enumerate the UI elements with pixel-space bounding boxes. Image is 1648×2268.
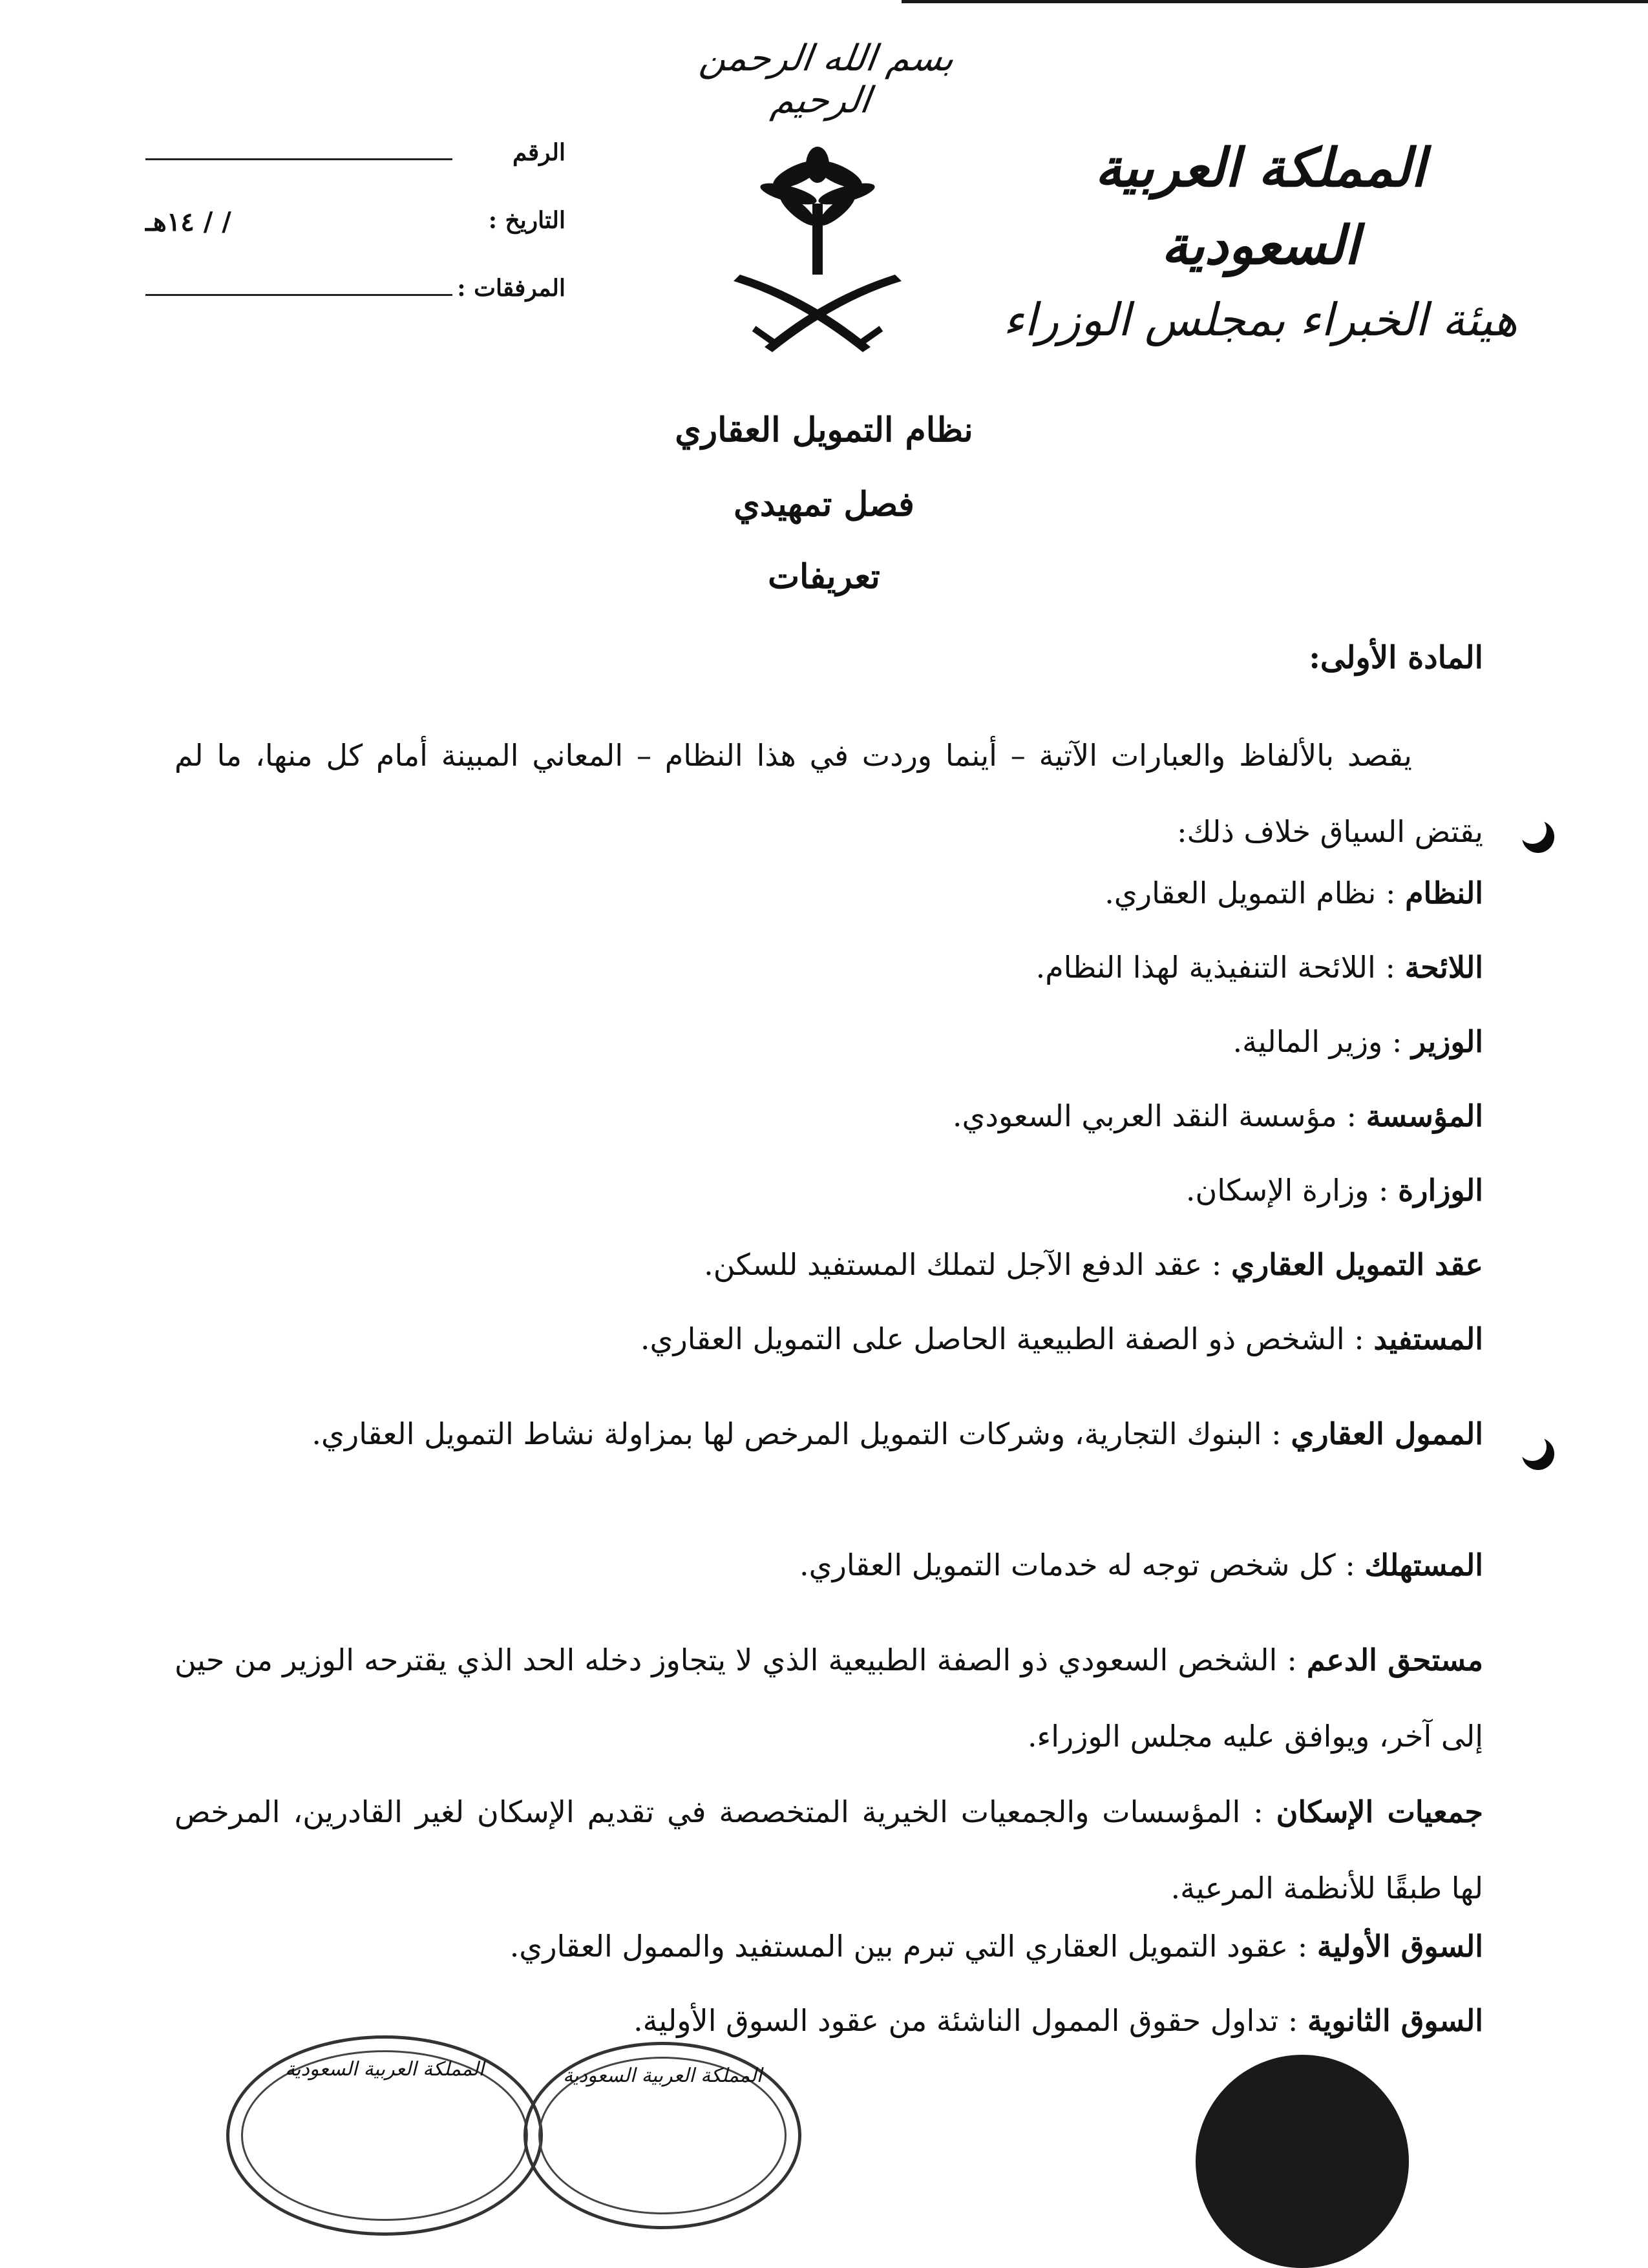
official-stamp-left bbox=[226, 2035, 543, 2236]
definition-text: اللائحة التنفيذية لهذا النظام. bbox=[1035, 950, 1376, 985]
definition-term: المؤسسة bbox=[1366, 1098, 1483, 1133]
definition-term: السوق الأولية bbox=[1316, 1929, 1483, 1964]
letter-meta-fields bbox=[139, 139, 565, 342]
dark-seal bbox=[1196, 2055, 1409, 2268]
basmala: بسم الله الرحمن الرحيم bbox=[697, 37, 957, 121]
chapter-title: فصل تمهيدي bbox=[734, 485, 914, 524]
punch-hole-top bbox=[1522, 821, 1554, 853]
definition-term: مستحق الدعم bbox=[1306, 1643, 1483, 1677]
definition-text: عقود التمويل العقاري التي تبرم بين المستفيد والممول العقاري. bbox=[509, 1929, 1289, 1964]
system-title: نظام التمويل العقاري bbox=[675, 410, 973, 450]
definition-row: النظام : نظام التمويل العقاري. bbox=[1104, 876, 1483, 910]
date-row bbox=[139, 207, 565, 275]
definition-text: البنوك التجارية، وشركات التمويل المرخص لها بمزاولة نشاط التمويل العقاري. bbox=[312, 1416, 1262, 1451]
definition-row: المستهلك : كل شخص توجه له خدمات التمويل العقاري. bbox=[799, 1548, 1483, 1582]
definition-row: جمعيات الإسكان : المؤسسات والجمعيات الخيرية المتخصصة في تقديم الإسكان لغير القادرين، المرخص لها طبقًا للأنظمة المرعية. bbox=[174, 1794, 1483, 1906]
attachments-line bbox=[145, 294, 452, 296]
attachments-row bbox=[139, 275, 565, 342]
kingdom-name: المملكة العربية السعودية bbox=[1095, 137, 1426, 277]
definition-term: الوزير bbox=[1411, 1024, 1483, 1059]
stamp-text: المملكة العربية السعودية bbox=[285, 2058, 484, 2081]
section-title: تعريفات bbox=[768, 557, 880, 596]
definition-text: تداول حقوق الممول الناشئة من عقود السوق الأولية. bbox=[633, 2003, 1279, 2038]
reference-number-row bbox=[139, 139, 565, 207]
definition-text: الشخص السعودي ذو الصفة الطبيعية الذي لا يتجاوز دخله الحد الذي يقترحه الوزير من حين إلى آخر، ويوافق عليه مجلس الوزراء. bbox=[174, 1643, 1483, 1754]
definition-text: مؤسسة النقد العربي السعودي. bbox=[952, 1098, 1337, 1133]
authority-name: هيئة الخبراء بمجلس الوزراء bbox=[1003, 293, 1517, 346]
stamp-text: المملكة العربية السعودية bbox=[563, 2064, 762, 2087]
definition-text: وزارة الإسكان. bbox=[1185, 1173, 1369, 1208]
punch-hole-bottom bbox=[1522, 1438, 1554, 1470]
definition-row: المستفيد : الشخص ذو الصفة الطبيعية الحاصل على التمويل العقاري. bbox=[640, 1321, 1483, 1356]
palm-swords-emblem-icon bbox=[721, 139, 914, 359]
definition-row: الوزير : وزير المالية. bbox=[1232, 1024, 1483, 1059]
definition-row: السوق الثانوية : تداول حقوق الممول الناشئة من عقود السوق الأولية. bbox=[633, 2003, 1483, 2038]
definition-row: السوق الأولية : عقود التمويل العقاري التي تبرم بين المستفيد والممول العقاري. bbox=[509, 1929, 1483, 1964]
definition-term: عقد التمويل العقاري bbox=[1231, 1247, 1483, 1282]
definition-row: مستحق الدعم : الشخص السعودي ذو الصفة الطبيعية الذي لا يتجاوز دخله الحد الذي يقترحه الوزير من حين إلى آخر، ويوافق عليه مجلس الوزراء. bbox=[174, 1643, 1483, 1754]
official-stamp-middle bbox=[523, 2042, 801, 2229]
definition-row: عقد التمويل العقاري : عقد الدفع الآجل لتملك المستفيد للسكن. bbox=[704, 1247, 1483, 1282]
definition-term: الممول العقاري bbox=[1291, 1416, 1483, 1451]
definition-text: وزير المالية. bbox=[1232, 1024, 1383, 1059]
article-intro: يقصد بالألفاظ والعبارات الآتية – أينما وردت في هذا النظام – المعاني المبينة أمام كل منها، ما لم يقتض السياق خلاف ذلك: bbox=[174, 738, 1483, 849]
top-border-line bbox=[902, 0, 1648, 3]
definition-text: عقد الدفع الآجل لتملك المستفيد للسكن. bbox=[704, 1247, 1203, 1282]
definition-row: اللائحة : اللائحة التنفيذية لهذا النظام. bbox=[1035, 950, 1483, 985]
definition-term: النظام bbox=[1405, 876, 1483, 910]
definition-term: المستفيد bbox=[1373, 1321, 1483, 1356]
definition-term: السوق الثانوية bbox=[1307, 2003, 1483, 2038]
definition-term: الوزارة bbox=[1398, 1173, 1483, 1208]
date-value: ١٤هـ / / bbox=[145, 207, 231, 237]
reference-number-line bbox=[145, 158, 452, 160]
definition-term: المستهلك bbox=[1364, 1548, 1483, 1582]
article-heading: المادة الأولى: bbox=[1309, 640, 1483, 676]
definition-term: اللائحة bbox=[1404, 950, 1483, 985]
definition-row: الوزارة : وزارة الإسكان. bbox=[1185, 1173, 1483, 1208]
reference-number-label: الرقم bbox=[512, 139, 565, 166]
date-label: التاريخ : bbox=[488, 207, 565, 234]
definition-row: المؤسسة : مؤسسة النقد العربي السعودي. bbox=[952, 1098, 1483, 1133]
letterhead-title bbox=[1002, 129, 1519, 355]
definition-text: المؤسسات والجمعيات الخيرية المتخصصة في تقديم الإسكان لغير القادرين، المرخص لها طبقًا للأنظمة المرعية. bbox=[174, 1794, 1483, 1906]
definition-text: الشخص ذو الصفة الطبيعية الحاصل على التمويل العقاري. bbox=[640, 1321, 1345, 1356]
attachments-label: المرفقات : bbox=[457, 275, 565, 302]
definition-row: الممول العقاري : البنوك التجارية، وشركات التمويل المرخص لها بمزاولة نشاط التمويل العقاري. bbox=[312, 1416, 1483, 1451]
definition-text: كل شخص توجه له خدمات التمويل العقاري. bbox=[799, 1548, 1336, 1582]
definition-text: نظام التمويل العقاري. bbox=[1104, 876, 1377, 910]
definition-term: جمعيات الإسكان bbox=[1276, 1794, 1483, 1829]
